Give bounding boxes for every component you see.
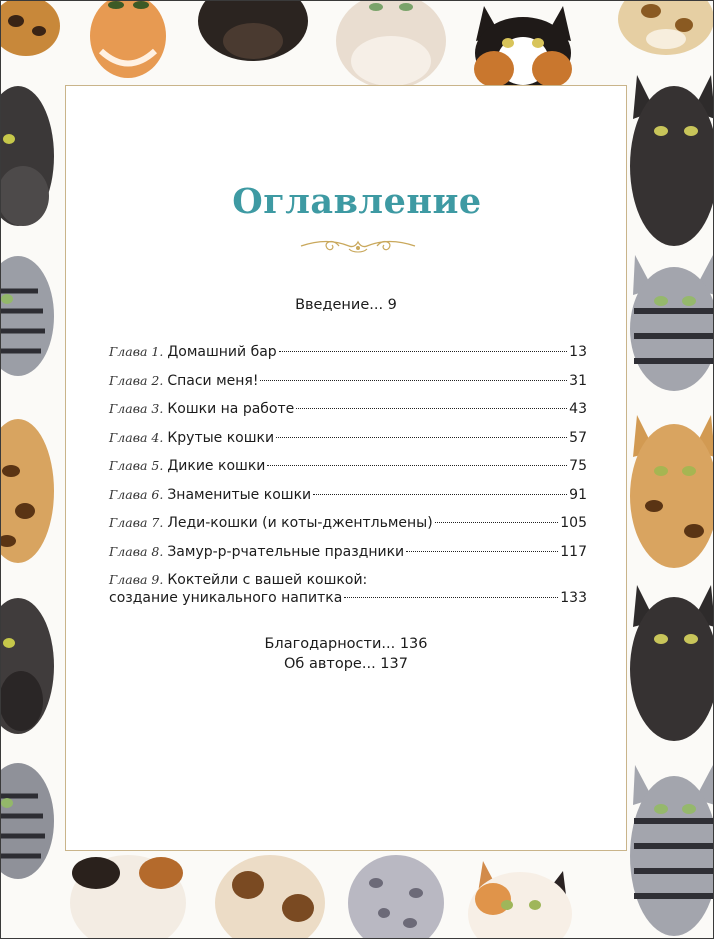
cat-illustration-icon — [629, 761, 714, 939]
chapter-title: Знаменитые кошки — [167, 486, 312, 503]
cat-illustration-icon — [463, 859, 578, 939]
toc-intro: Введение... 9 — [295, 297, 397, 313]
cat-illustration-icon — [81, 0, 176, 86]
page-number: 105 — [560, 515, 587, 531]
toc-entry — [109, 458, 587, 487]
toc-entry — [109, 344, 587, 373]
dot-leader — [313, 494, 567, 495]
ornament-divider-icon — [299, 234, 417, 256]
dot-leader — [406, 551, 558, 552]
cat-illustration-icon — [196, 0, 311, 66]
chapter-title-line2: создание уникального напитка — [109, 590, 343, 606]
chapter-title: Дикие кошки — [167, 458, 266, 474]
toc-entry — [109, 401, 587, 430]
page-number: 57 — [569, 429, 587, 446]
chapter-number: Глава 3. — [109, 401, 164, 416]
toc-entry — [109, 515, 587, 544]
chapter-title: Коктейли с вашей кошкой: — [167, 572, 368, 588]
cat-illustration-icon — [466, 1, 581, 89]
toc-acknowledgements: Благодарности... 136 — [264, 636, 428, 652]
dot-leader — [267, 465, 567, 466]
toc-entry — [109, 430, 587, 459]
cat-illustration-icon — [629, 581, 714, 741]
chapter-title: Крутые кошки — [167, 429, 275, 446]
dot-leader — [296, 408, 567, 409]
page-number: 117 — [560, 543, 587, 560]
chapter-number: Глава 2. — [109, 372, 164, 388]
chapter-number: Глава 1. — [109, 344, 164, 359]
toc-about-author: Об авторе... 137 — [284, 656, 408, 672]
chapter-number: Глава 5. — [109, 458, 164, 473]
cat-illustration-icon — [0, 411, 55, 571]
cat-illustration-icon — [0, 591, 55, 741]
cat-illustration-icon — [0, 0, 61, 61]
cat-illustration-icon — [629, 411, 714, 571]
cat-illustration-icon — [213, 853, 328, 939]
toc-entry — [109, 572, 587, 590]
chapter-number: Глава 7. — [109, 515, 164, 530]
chapter-title: Кошки на работе — [167, 401, 295, 417]
toc-entry — [109, 373, 587, 402]
dot-leader — [279, 351, 567, 352]
cat-illustration-icon — [66, 853, 191, 939]
dot-leader — [276, 437, 567, 438]
page-number: 13 — [569, 344, 587, 360]
page-number: 43 — [569, 401, 587, 417]
page-number: 133 — [560, 590, 587, 606]
page-number: 91 — [569, 486, 587, 503]
chapter-number: Глава 4. — [109, 429, 164, 445]
chapter-number: Глава 9. — [109, 572, 164, 587]
dot-leader — [435, 522, 559, 523]
cat-illustration-icon — [346, 853, 446, 939]
cat-illustration-icon — [616, 0, 714, 56]
cat-illustration-icon — [0, 251, 55, 381]
chapter-title: Леди-кошки (и коты-джентльмены) — [167, 515, 433, 531]
chapter-title: Домашний бар — [167, 344, 277, 360]
toc-entry — [109, 487, 587, 516]
page-number: 31 — [569, 372, 587, 389]
chapter-title: Спаси меня! — [167, 372, 259, 389]
dot-leader — [344, 597, 558, 598]
chapter-number: Глава 6. — [109, 486, 164, 502]
page-number: 75 — [569, 458, 587, 474]
page-title: Оглавление — [232, 181, 482, 222]
chapter-number: Глава 8. — [109, 543, 164, 559]
toc-entry — [109, 544, 587, 573]
cat-illustration-icon — [0, 761, 55, 881]
cat-illustration-icon — [629, 251, 714, 391]
cat-illustration-icon — [331, 0, 451, 91]
dot-leader — [260, 380, 567, 381]
toc-list — [109, 344, 587, 619]
chapter-title: Замур-р-рчательные праздники — [167, 543, 405, 560]
toc-entry-continuation — [109, 590, 587, 619]
